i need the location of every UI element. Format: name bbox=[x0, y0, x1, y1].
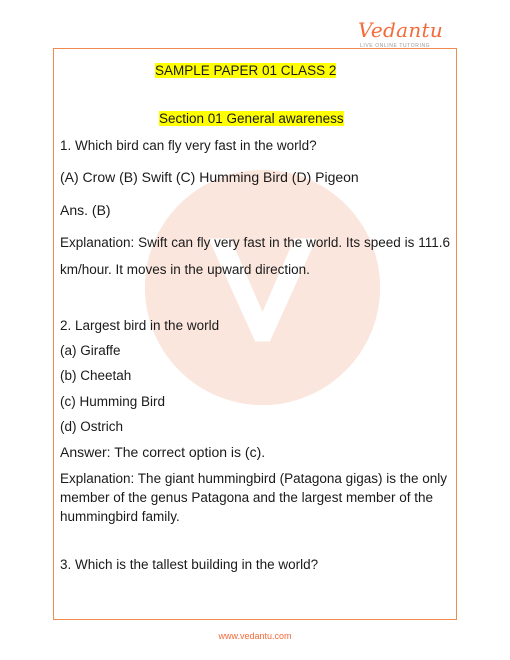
question-2-explanation: Explanation: The giant hummingbird (Patagona gigas) is the only member of the genus Patagona and the largest member of the hummingbird family. bbox=[60, 471, 447, 524]
question-2-option-c: (c) Humming Bird bbox=[60, 394, 166, 409]
footer-url: www.vedantu.com bbox=[218, 631, 292, 641]
question-2-answer: Answer: The correct option is (c). bbox=[60, 444, 266, 460]
section-heading: Section 01 General awareness bbox=[159, 111, 344, 126]
question-1-answer: Ans. (B) bbox=[60, 202, 111, 218]
question-3: 3. Which is the tallest building in the world? bbox=[60, 557, 319, 572]
logo-wordmark: Vedantu bbox=[358, 18, 444, 42]
vedantu-logo bbox=[358, 18, 454, 52]
question-1: 1. Which bird can fly very fast in the world? bbox=[60, 138, 317, 153]
question-2-option-d: (d) Ostrich bbox=[60, 419, 124, 434]
question-2-option-b: (b) Cheetah bbox=[60, 368, 132, 383]
page-border bbox=[53, 48, 457, 620]
question-2-option-a: (a) Giraffe bbox=[60, 343, 121, 358]
question-1-explanation: Explanation: Swift can fly very fast in the world. Its speed is 111.6 km/hour. It moves in the upward direction. bbox=[60, 235, 450, 277]
question-1-options: (A) Crow (B) Swift (C) Humming Bird (D) Pigeon bbox=[60, 169, 359, 185]
question-2: 2. Largest bird in the world bbox=[60, 318, 220, 333]
logo-tagline: LIVE ONLINE TUTORING bbox=[360, 43, 431, 49]
paper-title: SAMPLE PAPER 01 CLASS 2 bbox=[155, 63, 337, 78]
